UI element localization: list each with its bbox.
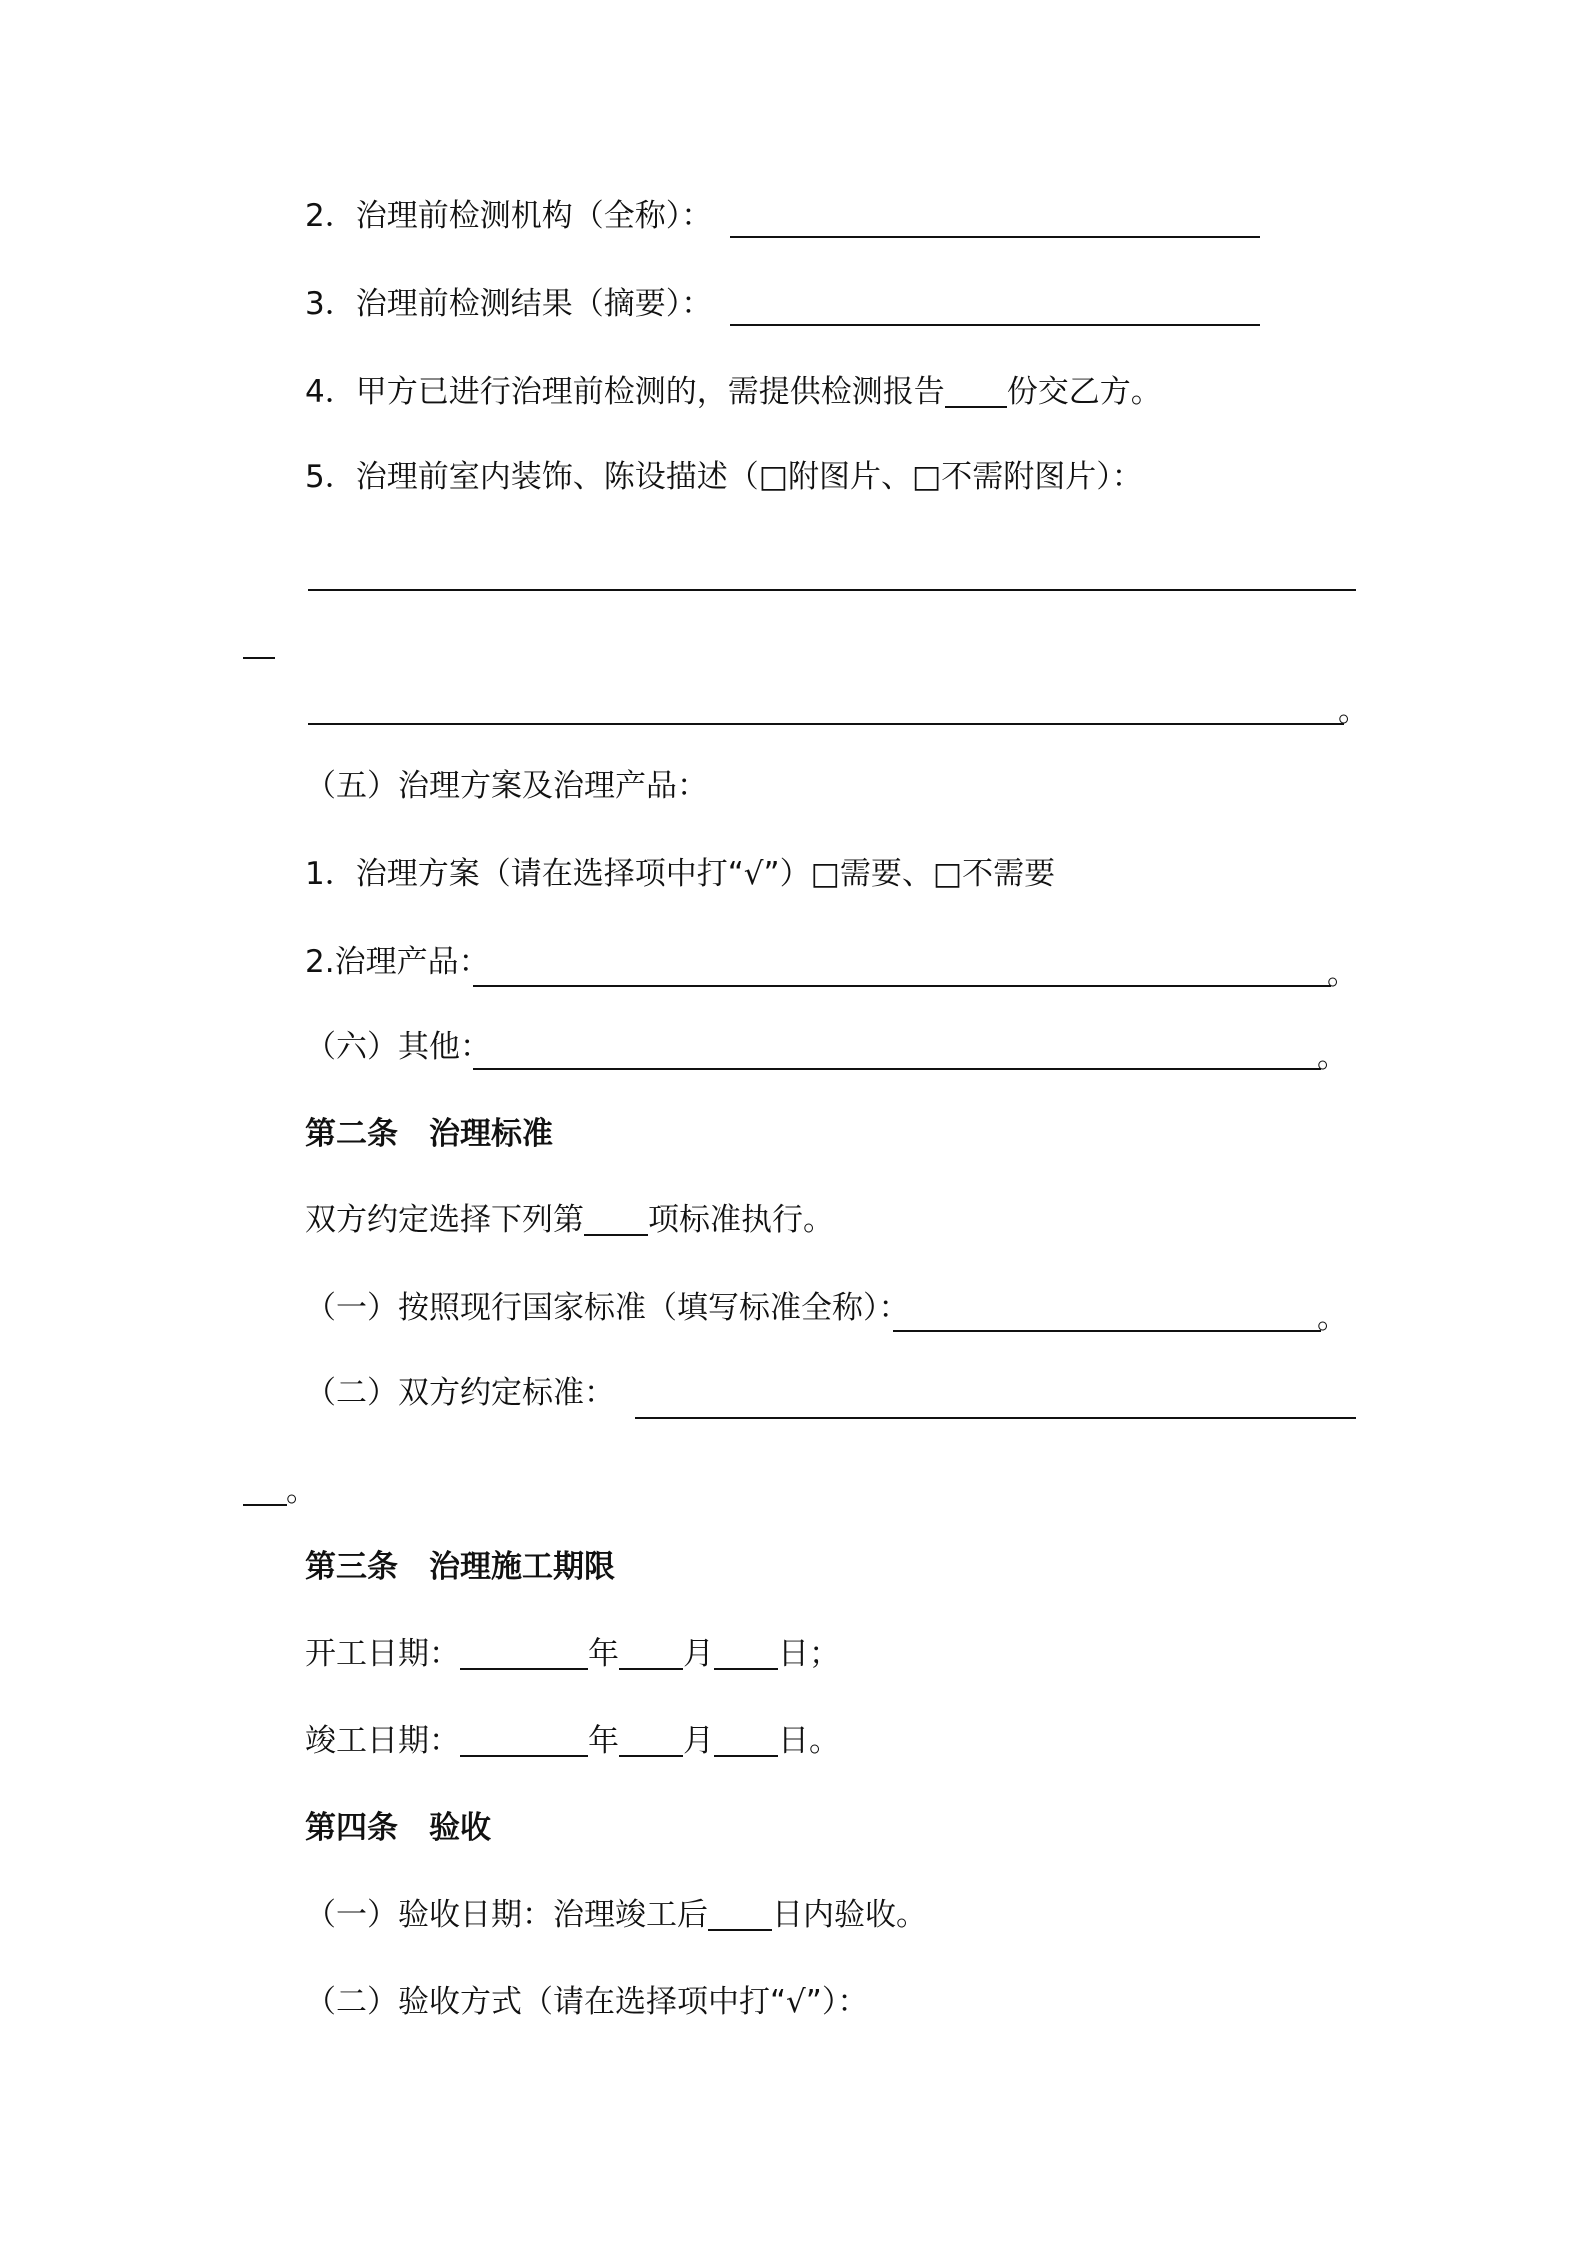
start-month-label: 月 (683, 1636, 714, 1672)
report-copies-blank[interactable] (945, 376, 1007, 408)
start-month-blank[interactable] (619, 1638, 683, 1670)
other-item (305, 1027, 491, 1067)
national-standard-blank[interactable] (893, 1330, 1321, 1332)
article-3-heading: 第三条 治理施工期限 (305, 1549, 615, 1585)
acceptance-date (305, 1895, 927, 1935)
start-year-label: 年 (588, 1636, 619, 1672)
treatment-product (305, 942, 490, 982)
acceptance-method: （二）验收方式（请在选择项中打“√”）： (305, 1984, 869, 2020)
start-year-blank[interactable] (460, 1638, 588, 1670)
start-day-label: 日； (778, 1636, 840, 1672)
article-2-heading: 第二条 治理标准 (305, 1116, 553, 1152)
end-month-blank[interactable] (619, 1725, 683, 1757)
start-day-blank[interactable] (714, 1638, 778, 1670)
section-5-heading: （五）治理方案及治理产品： (305, 768, 708, 804)
end-day-blank[interactable] (714, 1725, 778, 1757)
decoration-blank-line-2[interactable] (243, 657, 275, 659)
agreed-standard-period: 。 (286, 1473, 317, 1509)
item-3-blank[interactable] (730, 324, 1260, 326)
treatment-product-blank[interactable] (473, 985, 1331, 987)
treatment-plan-option[interactable]: 1．治理方案（请在选择项中打“√”）□需要、□不需要 (305, 856, 1056, 892)
national-standard-option (305, 1288, 910, 1328)
end-date-label: 竣工日期： (305, 1723, 460, 1759)
national-standard-period: 。 (1317, 1300, 1348, 1336)
end-year-blank[interactable] (460, 1725, 588, 1757)
treatment-product-period: 。 (1327, 956, 1358, 992)
standard-choice-text-b: 项标准执行。 (648, 1202, 834, 1238)
agreed-standard-blank-line-1[interactable] (635, 1417, 1356, 1419)
decoration-blank-line-3[interactable] (308, 723, 1344, 725)
standard-choice-blank[interactable] (584, 1204, 648, 1236)
item-5-decoration-description (305, 457, 1143, 497)
national-standard-label: （一）按照现行国家标准（填写标准全称）： (305, 1290, 910, 1326)
item-2-blank[interactable] (730, 236, 1260, 238)
end-day-label: 日。 (778, 1723, 840, 1759)
acceptance-days-blank[interactable] (708, 1899, 772, 1931)
item-4-text-b: 份交乙方。 (1006, 374, 1162, 410)
item-4-report-copies (305, 372, 1162, 412)
acceptance-date-text-a: （一）验收日期：治理竣工后 (305, 1897, 708, 1933)
item-5-label: 5．治理前室内装饰、陈设描述（□附图片、□不需附图片）： (305, 459, 1143, 495)
other-label: （六）其他： (305, 1029, 491, 1065)
agreed-standard-option (305, 1373, 615, 1413)
treatment-product-label: 2.治理产品： (305, 944, 490, 980)
end-year-label: 年 (588, 1723, 619, 1759)
article-4-heading: 第四条 验收 (305, 1810, 491, 1846)
start-date-label: 开工日期： (305, 1636, 460, 1672)
other-period: 。 (1317, 1039, 1348, 1075)
item-2-inspection-agency (305, 196, 712, 236)
decoration-period: 。 (1338, 693, 1369, 729)
end-date (305, 1721, 840, 1761)
agreed-standard-label: （二）双方约定标准： (305, 1375, 615, 1411)
end-month-label: 月 (683, 1723, 714, 1759)
other-blank[interactable] (473, 1068, 1321, 1070)
decoration-blank-line-1[interactable] (308, 589, 1356, 591)
agreed-standard-blank-line-2[interactable] (243, 1504, 287, 1506)
standard-choice-text-a: 双方约定选择下列第 (305, 1202, 584, 1238)
acceptance-date-text-b: 日内验收。 (772, 1897, 927, 1933)
standard-choice (305, 1200, 834, 1240)
item-2-label: 2．治理前检测机构（全称）： (305, 198, 713, 234)
start-date (305, 1634, 840, 1674)
item-4-text-a: 4．甲方已进行治理前检测的，需提供检测报告 (305, 374, 945, 410)
item-3-inspection-result (305, 284, 712, 324)
item-3-label: 3．治理前检测结果（摘要）： (305, 286, 713, 322)
